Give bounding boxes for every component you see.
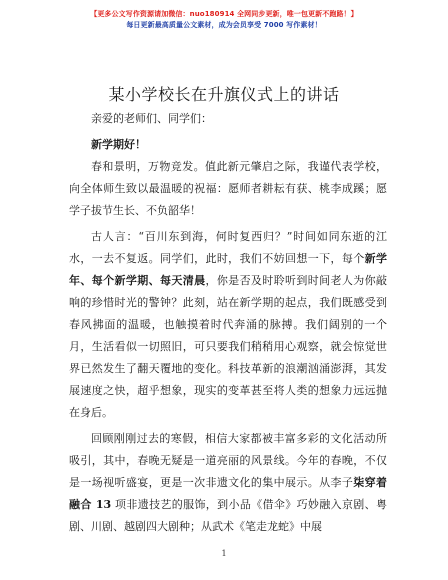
paragraph-3-text-b: 项非遗技艺的服饰，到小品《借伞》巧妙融入京剧、粤剧、川剧、越剧四大剧种；从武术《笔走龙蛇》中展 [69, 498, 388, 533]
paragraph-2-text-c: 为你敲响的珍惜时光的警钟？此刻，站在新学期的起点，我们既感受到春风拂面的温暖，也触摸着时代奔涌的脉搏。我们阔别的一个月，生活看似一切照旧，可只要我们稍稍用心观察，就会惊觉世界已然发生了翻天覆地的变化。科技革新的浪潮汹涌澎湃，其发展速度之快，超乎想象，现实的变革甚至将人类的想象力远远抛在身后。 [69, 274, 388, 419]
paragraph-3-bold: 柒穿着融合 13 [69, 476, 388, 511]
paragraph-2-bold-a: 新学年、每个新学期、每天清晨 [69, 252, 388, 287]
document-body [69, 108, 387, 538]
paragraph-2-text-b: ，你是否及时聆听到时间老人 [205, 274, 354, 287]
promo-banner-line-1: 【更多公文写作资源请加微信：nuo180914 全网同步更新，唯一包更新不跑路！】 [90, 10, 358, 18]
greeting-hello: 新学期好！ [91, 138, 146, 151]
promo-banner-line-2: 每日更新最高质量公文素材，成为会员享受 7000 写作素材！ [126, 21, 322, 29]
paragraph-1: 春和景明，万物竞发。值此新元肇启之际，我谨代表学校，向全体师生致以最温暖的祝福：愿师者耕耘有获、桃李成蹊；愿学子拔节生长、不负韶华！ [69, 160, 387, 217]
page-number: 1 [221, 549, 227, 558]
greeting: 亲爱的老师们、同学们： [91, 112, 212, 125]
paragraph-3-text-a: 回顾刚刚过去的寒假，相信大家都被丰富多彩的文化活动所吸引，其中，春晚无疑是一道亮丽的风景线。今年的春晚，不仅是一场视听盛宴，更是一次非遗文化的集中展示。从李子 [69, 432, 387, 489]
paragraph-3 [69, 428, 387, 538]
paragraph-2-text-a: 古人言：“百川东到海，何时复西归？”时间如同东逝的江水，一去不复返。同学们，此时，我们不妨回想一下，每个 [69, 230, 387, 265]
document-title: 某小学校长在升旗仪式上的讲话 [108, 85, 340, 104]
paragraph-2 [69, 226, 387, 424]
